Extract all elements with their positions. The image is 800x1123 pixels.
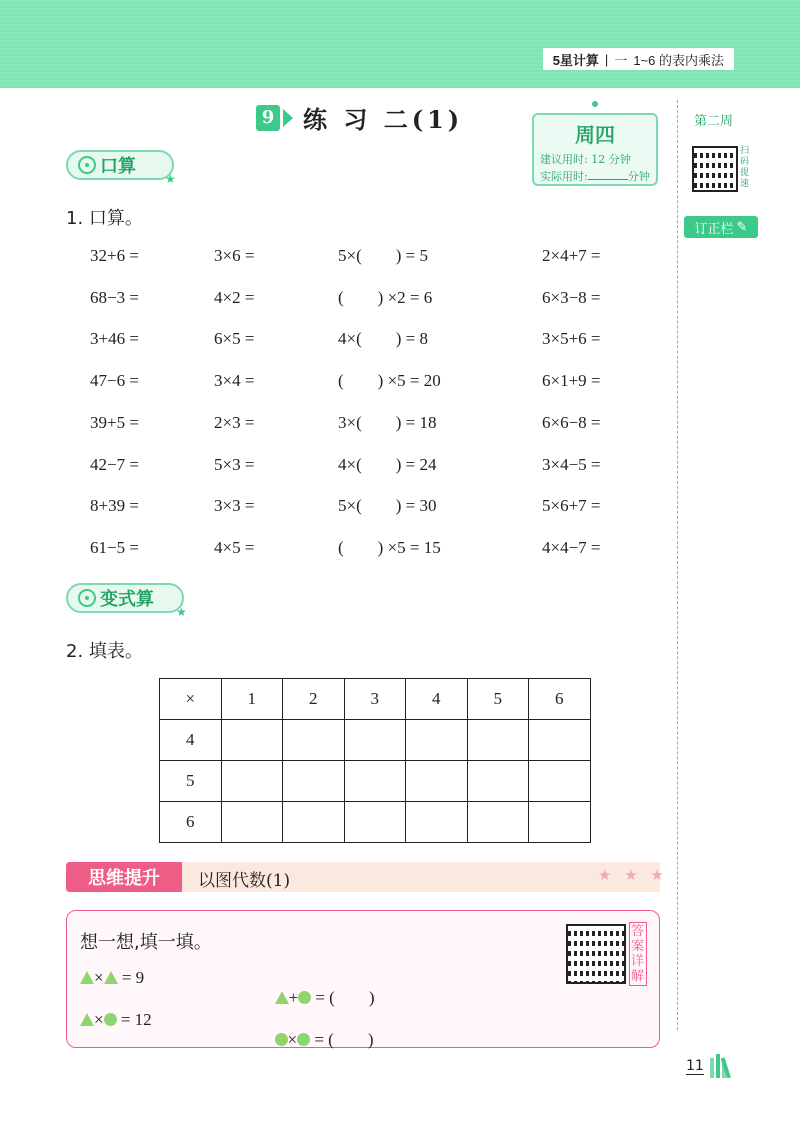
oral-calc-problem: 3×6 = [214, 246, 255, 265]
table-row-header: 6 [160, 802, 222, 843]
chapter-title: 1~6 的表内乘法 [633, 52, 724, 68]
oral-calc-problem: 61−5 = [90, 537, 139, 557]
equation-2 [266, 968, 375, 1008]
oral-calc-problem: 4×( ) = 8 [338, 329, 428, 349]
oral-calc-problem: 6×5 = [214, 329, 255, 349]
answer-cell[interactable] [467, 761, 529, 802]
section-variant-calc [66, 583, 184, 613]
actual-time [540, 168, 650, 184]
pin-icon [592, 101, 598, 107]
answer-cell[interactable] [406, 720, 468, 761]
answer-qr-caption: 答案详解 [629, 922, 647, 986]
oral-calc-problem: 5×3 = [214, 454, 255, 474]
oral-calc-problem: ( ) ×5 = 20 [338, 371, 441, 391]
actual-time-unit: 分钟 [627, 170, 650, 183]
table-col-header: 2 [283, 679, 345, 720]
answer-cell[interactable] [283, 761, 345, 802]
oral-calc-problem: 3+46 = [90, 329, 139, 349]
equation-4-blank[interactable]: = ( ) [310, 1030, 374, 1049]
triangle-icon [104, 971, 118, 984]
margin-divider [677, 100, 678, 1030]
qr-caption-speed: 扫码提速 [740, 146, 750, 189]
oral-calc-problem: 5×( ) = 30 [338, 496, 437, 516]
running-header [543, 48, 734, 70]
table-header-row [160, 679, 591, 720]
equation-2-blank[interactable]: = ( ) [311, 988, 375, 1007]
target-icon [78, 589, 96, 607]
difficulty-stars [598, 866, 668, 884]
question-1-label: 1. 口算。 [66, 208, 143, 229]
circle-icon [297, 1033, 310, 1046]
equation-4 [266, 1010, 374, 1050]
star-icon: ★ [165, 172, 176, 186]
oral-calc-problem: 3×4 = [214, 371, 255, 391]
oral-calc-problem: 4×( ) = 24 [338, 454, 437, 474]
lesson-number: 9 [256, 105, 280, 131]
oral-calc-problem: 6×6−8 = [542, 412, 601, 432]
oral-calc-problem: 3×3 = [214, 496, 255, 516]
table-row [160, 720, 591, 761]
table-col-header: 5 [467, 679, 529, 720]
answer-cell[interactable] [529, 720, 591, 761]
answer-qr-code-icon[interactable] [566, 924, 626, 984]
table-col-header: 4 [406, 679, 468, 720]
table-col-header: 1 [221, 679, 283, 720]
suggested-time-label: 建议用时: [540, 153, 588, 166]
answer-cell[interactable] [283, 802, 345, 843]
answer-cell[interactable] [221, 761, 283, 802]
table-col-header: 3 [344, 679, 406, 720]
triangle-icon [80, 971, 94, 984]
oral-calc-problem: 3×( ) = 18 [338, 412, 437, 432]
answer-cell[interactable] [467, 720, 529, 761]
pencil-icon: ✎ [736, 219, 748, 235]
oral-calc-problem: 3×4−5 = [542, 454, 601, 474]
section-oral-calc-title: 口算 [100, 156, 136, 177]
equation-3 [80, 1010, 152, 1030]
circle-icon [104, 1013, 117, 1026]
star-icon: ★ [176, 605, 187, 619]
header-band [0, 0, 800, 88]
suggested-time [540, 151, 631, 167]
equation-1-op: × [94, 968, 104, 987]
question-2-label: 2. 填表。 [66, 641, 143, 662]
chapter-number: 一 [614, 52, 628, 68]
actual-time-label: 实际用时: [540, 170, 588, 183]
actual-time-blank[interactable] [588, 170, 628, 180]
oral-calc-problem: 5×( ) = 5 [338, 246, 428, 265]
page-number: 11 [686, 1058, 704, 1074]
equation-3-result: = 12 [116, 1010, 152, 1029]
header-divider: | [604, 51, 609, 67]
triangle-icon [275, 991, 289, 1004]
answer-cell[interactable] [221, 802, 283, 843]
table-col-header: 6 [529, 679, 591, 720]
chevron-right-icon [283, 109, 293, 127]
oral-calc-problem: 6×3−8 = [542, 287, 601, 307]
oral-calc-problem: 42−7 = [90, 454, 139, 474]
correction-label: 订正栏 [694, 221, 734, 237]
multiplication-table [159, 678, 591, 843]
oral-calc-problem: 2×3 = [214, 412, 255, 432]
books-icon [708, 1054, 738, 1078]
equation-2-op: + [288, 988, 299, 1007]
table-corner: × [160, 679, 222, 720]
answer-cell[interactable] [344, 802, 406, 843]
answer-cell[interactable] [406, 761, 468, 802]
oral-calc-problem: ( ) ×2 = 6 [338, 287, 433, 307]
answer-cell[interactable] [467, 802, 529, 843]
equation-1-result: = 9 [117, 968, 145, 987]
oral-calc-problem: 6×1+9 = [542, 371, 601, 391]
answer-cell[interactable] [406, 802, 468, 843]
series-title: 5星计算 [552, 52, 599, 68]
equation-3-op: × [94, 1010, 104, 1029]
oral-calc-problem: 39+5 = [90, 412, 139, 432]
oral-calc-problem: 5×6+7 = [542, 496, 601, 516]
suggested-time-value: 12 分钟 [591, 153, 631, 166]
stopwatch-icon [78, 156, 96, 174]
oral-calc-problem: 4×2 = [214, 287, 255, 307]
answer-cell[interactable] [283, 720, 345, 761]
star-icon: ★ ★ ★ [598, 866, 668, 884]
thinking-subtitle: 以图代数(1) [198, 871, 291, 891]
day-badge [532, 113, 658, 186]
table-row [160, 802, 591, 843]
equation-1 [80, 968, 144, 988]
answer-cell[interactable] [221, 720, 283, 761]
oral-calc-problem: 68−3 = [90, 287, 139, 307]
oral-calc-problem: 4×4−7 = [542, 537, 601, 557]
circle-icon [275, 1033, 288, 1046]
lesson-heading [256, 100, 463, 135]
equation-4-op: × [287, 1030, 298, 1049]
oral-calc-problem: 32+6 = [90, 246, 139, 265]
table-row-header: 4 [160, 720, 222, 761]
lesson-title: 练 习 二(1) [303, 105, 464, 134]
answer-cell[interactable] [344, 761, 406, 802]
qr-code-icon[interactable] [692, 146, 738, 192]
oral-calc-problem: ( ) ×5 = 15 [338, 537, 441, 557]
day-label: 周四 [575, 123, 615, 147]
table-row-header: 5 [160, 761, 222, 802]
answer-cell[interactable] [344, 720, 406, 761]
triangle-icon [80, 1013, 94, 1026]
thinking-prompt: 想一想,填一填。 [80, 932, 212, 953]
oral-calc-problem: 3×5+6 = [542, 329, 601, 349]
week-label: 第二周 [694, 114, 734, 129]
oral-calc-problem: 2×4+7 = [542, 246, 601, 265]
oral-calc-problem: 8+39 = [90, 496, 139, 516]
section-variant-calc-title: 变式算 [100, 589, 154, 610]
answer-cell[interactable] [529, 761, 591, 802]
oral-calc-problem: 47−6 = [90, 371, 139, 391]
answer-cell[interactable] [529, 802, 591, 843]
circle-icon [298, 991, 311, 1004]
correction-tag [684, 216, 758, 238]
oral-calc-problem: 4×5 = [214, 537, 255, 557]
thinking-tag: 思维提升 [66, 862, 182, 892]
section-oral-calc [66, 150, 174, 180]
table-row [160, 761, 591, 802]
